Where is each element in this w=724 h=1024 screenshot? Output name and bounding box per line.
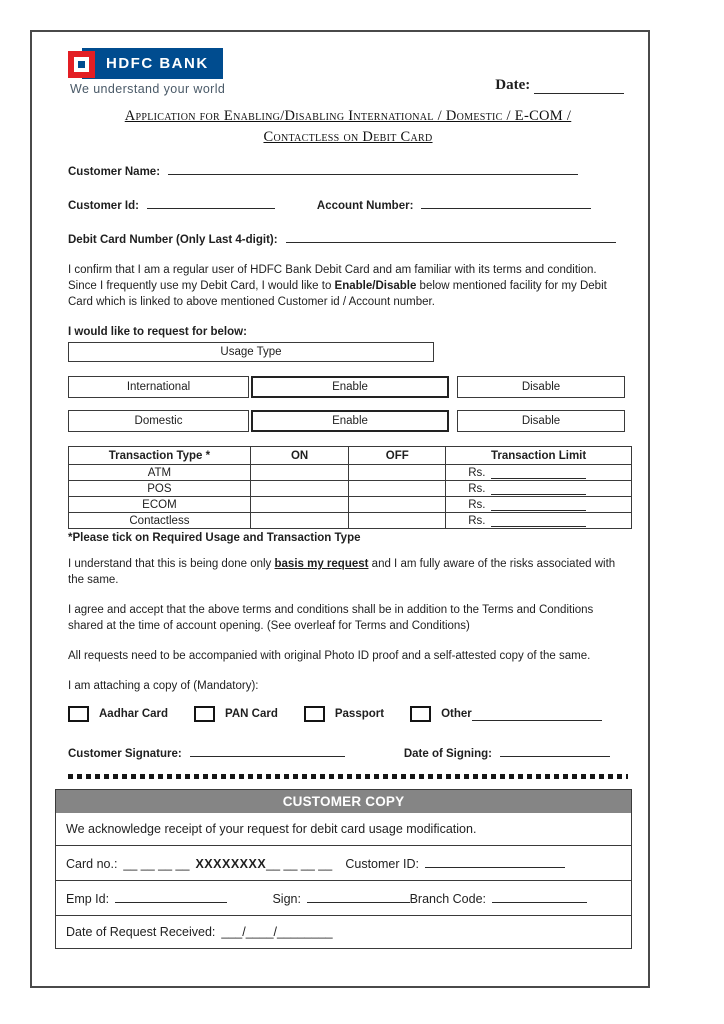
domestic-disable-option[interactable]: Disable (457, 410, 625, 432)
signature-row (68, 744, 628, 760)
form-page (30, 30, 650, 988)
customer-signature-label: Customer Signature: (68, 748, 182, 760)
table-row-contactless (69, 513, 632, 529)
col-transaction-type: Transaction Type * (69, 447, 251, 465)
copy-customer-id-label: Customer ID: (345, 857, 419, 871)
checkbox-aadhar[interactable] (68, 706, 89, 722)
contactless-limit-cell: Rs. (446, 513, 632, 529)
date-field (495, 77, 624, 94)
account-number-label: Account Number: (316, 200, 414, 212)
col-transaction-limit: Transaction Limit (446, 447, 632, 465)
customer-id-label: Customer Id: (68, 200, 139, 212)
ecom-label: ECOM (69, 497, 251, 513)
customer-id-row (68, 196, 628, 212)
domestic-enable-option[interactable]: Enable (251, 410, 449, 432)
table-row-ecom (69, 497, 632, 513)
col-off: OFF (349, 447, 446, 465)
international-disable-option[interactable]: Disable (457, 376, 625, 398)
usage-type-header-box (68, 342, 434, 362)
pos-on-cell[interactable] (250, 481, 349, 497)
pos-off-cell[interactable] (349, 481, 446, 497)
customer-id-blank[interactable] (147, 196, 275, 209)
date-blank[interactable] (534, 81, 624, 94)
usage-domestic-label: Domestic (68, 410, 249, 432)
atm-limit-cell: Rs. (446, 465, 632, 481)
card-masked-digits: XXXXXXXX (195, 857, 267, 871)
pos-limit-blank[interactable] (491, 482, 586, 495)
date-received-row (56, 915, 631, 948)
sign-blank[interactable] (307, 890, 410, 903)
aadhar-label: Aadhar Card (99, 708, 169, 720)
transaction-table-header-row (69, 447, 632, 465)
date-received-label: Date of Request Received: (66, 925, 216, 939)
contactless-off-cell[interactable] (349, 513, 446, 529)
pan-label: PAN Card (225, 708, 278, 720)
atm-on-cell[interactable] (250, 465, 349, 481)
bank-tagline: We understand your world (70, 82, 226, 96)
branch-code-blank[interactable] (492, 890, 587, 903)
emp-id-blank[interactable] (115, 890, 228, 903)
checkbox-other[interactable] (410, 706, 431, 722)
date-of-signing-label: Date of Signing: (403, 748, 492, 760)
form-title-line2: Contactless on Debit Card (263, 129, 433, 145)
customer-copy-header: CUSTOMER COPY (56, 790, 631, 813)
header (68, 44, 628, 96)
contactless-on-cell[interactable] (250, 513, 349, 529)
customer-name-label: Customer Name: (68, 166, 161, 178)
pos-limit-cell: Rs. (446, 481, 632, 497)
hdfc-logo-icon (68, 51, 95, 78)
requests-paragraph: All requests need to be accompanied with original Photo ID proof and a self-attested copy of the same. (68, 650, 591, 662)
table-row-atm (69, 465, 632, 481)
basis-my-request-emphasis: basis my request (274, 558, 369, 570)
customer-name-blank[interactable] (168, 162, 578, 175)
table-footnote: *Please tick on Required Usage and Transaction Type (68, 532, 361, 544)
debit-card-label: Debit Card Number (Only Last 4-digit): (68, 234, 278, 246)
ecom-on-cell[interactable] (250, 497, 349, 513)
card-no-row (56, 845, 631, 880)
form-title (68, 106, 628, 148)
customer-copy-box (55, 789, 632, 949)
enable-disable-emphasis: Enable/Disable (334, 280, 417, 292)
ecom-off-cell[interactable] (349, 497, 446, 513)
usage-type-header: Usage Type (220, 346, 282, 358)
emp-id-label: Emp Id: (66, 892, 110, 906)
ecom-limit-cell: Rs. (446, 497, 632, 513)
customer-name-row (68, 162, 628, 178)
sign-label: Sign: (272, 892, 301, 906)
card-blanks-before[interactable]: __ __ __ __ (123, 857, 190, 871)
table-row-pos (69, 481, 632, 497)
checkbox-pan[interactable] (194, 706, 215, 722)
debit-card-blank[interactable] (286, 230, 616, 243)
atm-off-cell[interactable] (349, 465, 446, 481)
emp-row (56, 880, 631, 915)
other-label: Other (441, 708, 472, 720)
passport-label: Passport (334, 708, 385, 720)
dotted-separator (68, 774, 628, 779)
copy-customer-id-blank[interactable] (425, 855, 565, 868)
card-blanks-after[interactable]: __ __ __ __ (266, 857, 333, 871)
acknowledge-text: We acknowledge receipt of your request for debit card usage modification. (66, 822, 477, 836)
contactless-limit-blank[interactable] (491, 514, 586, 527)
date-of-signing-blank[interactable] (500, 744, 610, 757)
international-enable-option[interactable]: Enable (251, 376, 449, 398)
attaching-label: I am attaching a copy of (Mandatory): (68, 680, 259, 692)
bank-name: HDFC BANK (82, 48, 223, 79)
branch-code-label: Branch Code: (409, 892, 487, 906)
request-label: I would like to request for below: (68, 326, 247, 338)
usage-row-domestic (68, 410, 628, 432)
agree-paragraph: I agree and accept that the above terms and conditions shall be in addition to the Terms and Conditions shared at the time of account opening. (See overleaf for Terms and Conditions) (68, 604, 594, 632)
date-received-blanks[interactable]: ___/____/________ (221, 925, 333, 939)
ecom-limit-blank[interactable] (491, 498, 586, 511)
atm-limit-blank[interactable] (491, 466, 586, 479)
acknowledge-row (56, 813, 631, 845)
customer-signature-blank[interactable] (190, 744, 345, 757)
understand-paragraph: I understand that this is being done only basis my request and I am fully aware of the risks associated with the same. (68, 558, 616, 586)
usage-international-label: International (68, 376, 249, 398)
transaction-table (68, 446, 632, 529)
intro-paragraph: I confirm that I am a regular user of HDFC Bank Debit Card and am familiar with its terms and condition. Since I frequently use my Debit Card, I would like to Enable/Disable below mentioned facility for my Debit Card which is linked to above mentioned Customer id / Account number. (68, 264, 607, 308)
debit-card-row (68, 230, 628, 246)
account-number-blank[interactable] (421, 196, 591, 209)
hdfc-logo (68, 48, 225, 96)
attachments-row (68, 706, 628, 722)
card-no-label: Card no.: (66, 857, 118, 871)
form-title-line1: Application for Enabling/Disabling International / Domestic / E-COM / (124, 108, 572, 124)
other-blank[interactable] (472, 708, 602, 721)
contactless-label: Contactless (69, 513, 251, 529)
date-label: Date: (495, 77, 531, 93)
checkbox-passport[interactable] (304, 706, 325, 722)
usage-row-international (68, 376, 628, 398)
atm-label: ATM (69, 465, 251, 481)
col-on: ON (250, 447, 349, 465)
pos-label: POS (69, 481, 251, 497)
